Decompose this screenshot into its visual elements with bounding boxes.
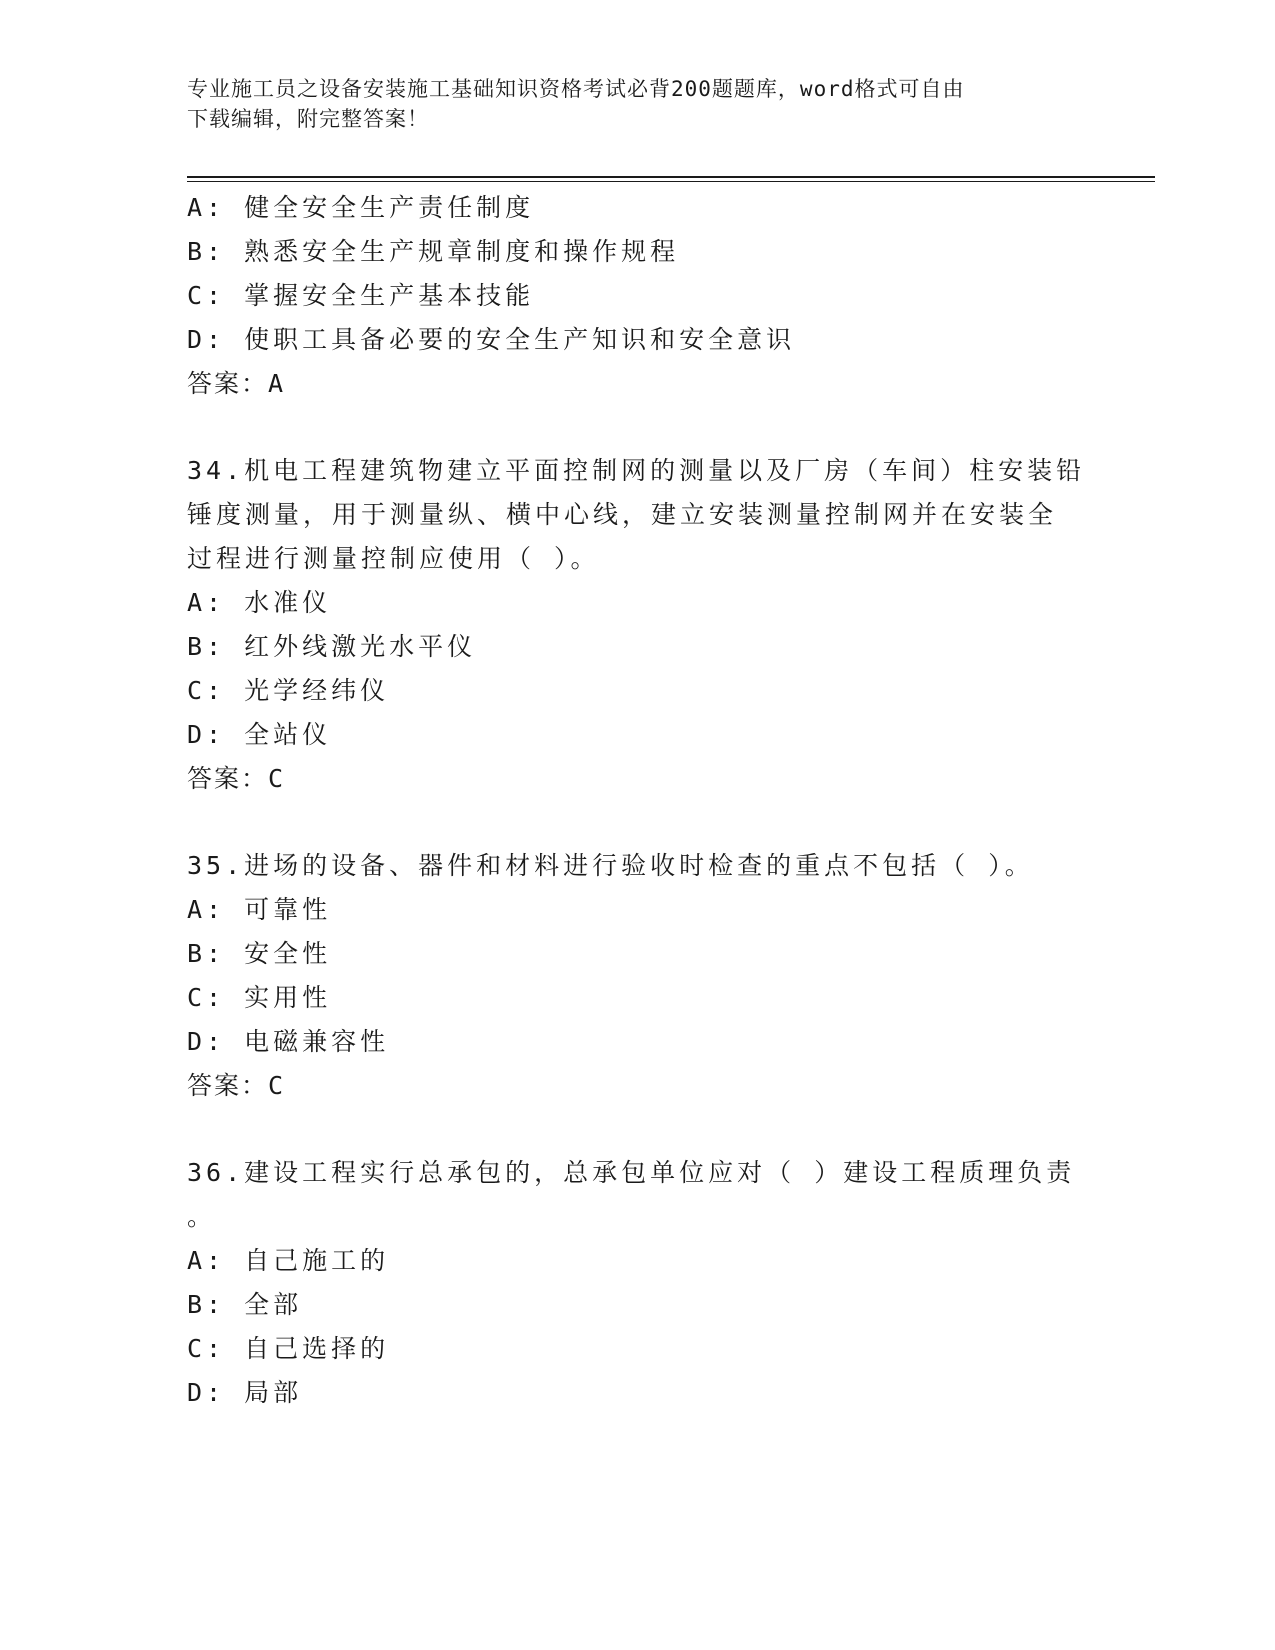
q33-answer: 答案：A [187,369,286,398]
q36-option-d: D: 局部 [187,1378,303,1407]
q36-option-b: B: 全部 [187,1290,303,1319]
q34-option-b: B: 红外线激光水平仪 [187,632,477,661]
q34-text-line-3: 过程进行测量控制应使用（ ）。 [187,544,600,573]
header-divider-thin [187,181,1155,182]
q33-option-b: B: 熟悉安全生产规章制度和操作规程 [187,237,680,266]
header-line-1: 专业施工员之设备安装施工基础知识资格考试必背200题题库，word格式可自由 [187,77,965,101]
q33-option-c: C: 掌握安全生产基本技能 [187,281,535,310]
q34-text-line-1: 34.机电工程建筑物建立平面控制网的测量以及厂房（车间）柱安装铅 [187,456,1086,485]
q34-option-a: A: 水准仪 [187,588,332,617]
q35-answer: 答案：C [187,1071,286,1100]
q33-option-d: D: 使职工具备必要的安全生产知识和安全意识 [187,325,796,354]
document-header [187,74,1087,134]
q35-option-c: C: 实用性 [187,983,332,1012]
q34-text-line-2: 锤度测量，用于测量纵、横中心线，建立安装测量控制网并在安装全 [187,500,1058,529]
q36-text-line-2: 。 [187,1202,217,1231]
header-line-2: 下载编辑，附完整答案！ [187,107,429,131]
q35-option-a: A: 可靠性 [187,895,332,924]
q35-option-b: B: 安全性 [187,939,332,968]
q35-text-line-1: 35.进场的设备、器件和材料进行验收时检查的重点不包括（ ）。 [187,851,1034,880]
q34-option-d: D: 全站仪 [187,720,332,749]
q34-option-c: C: 光学经纬仪 [187,676,390,705]
q36-option-a: A: 自己施工的 [187,1246,390,1275]
q36-option-c: C: 自己选择的 [187,1334,390,1363]
header-divider-thick [187,176,1155,178]
q36-text-line-1: 36.建设工程实行总承包的，总承包单位应对（ ）建设工程质理负责 [187,1158,1076,1187]
q33-option-a: A: 健全安全生产责任制度 [187,193,535,222]
q34-answer: 答案：C [187,764,286,793]
q35-option-d: D: 电磁兼容性 [187,1027,390,1056]
